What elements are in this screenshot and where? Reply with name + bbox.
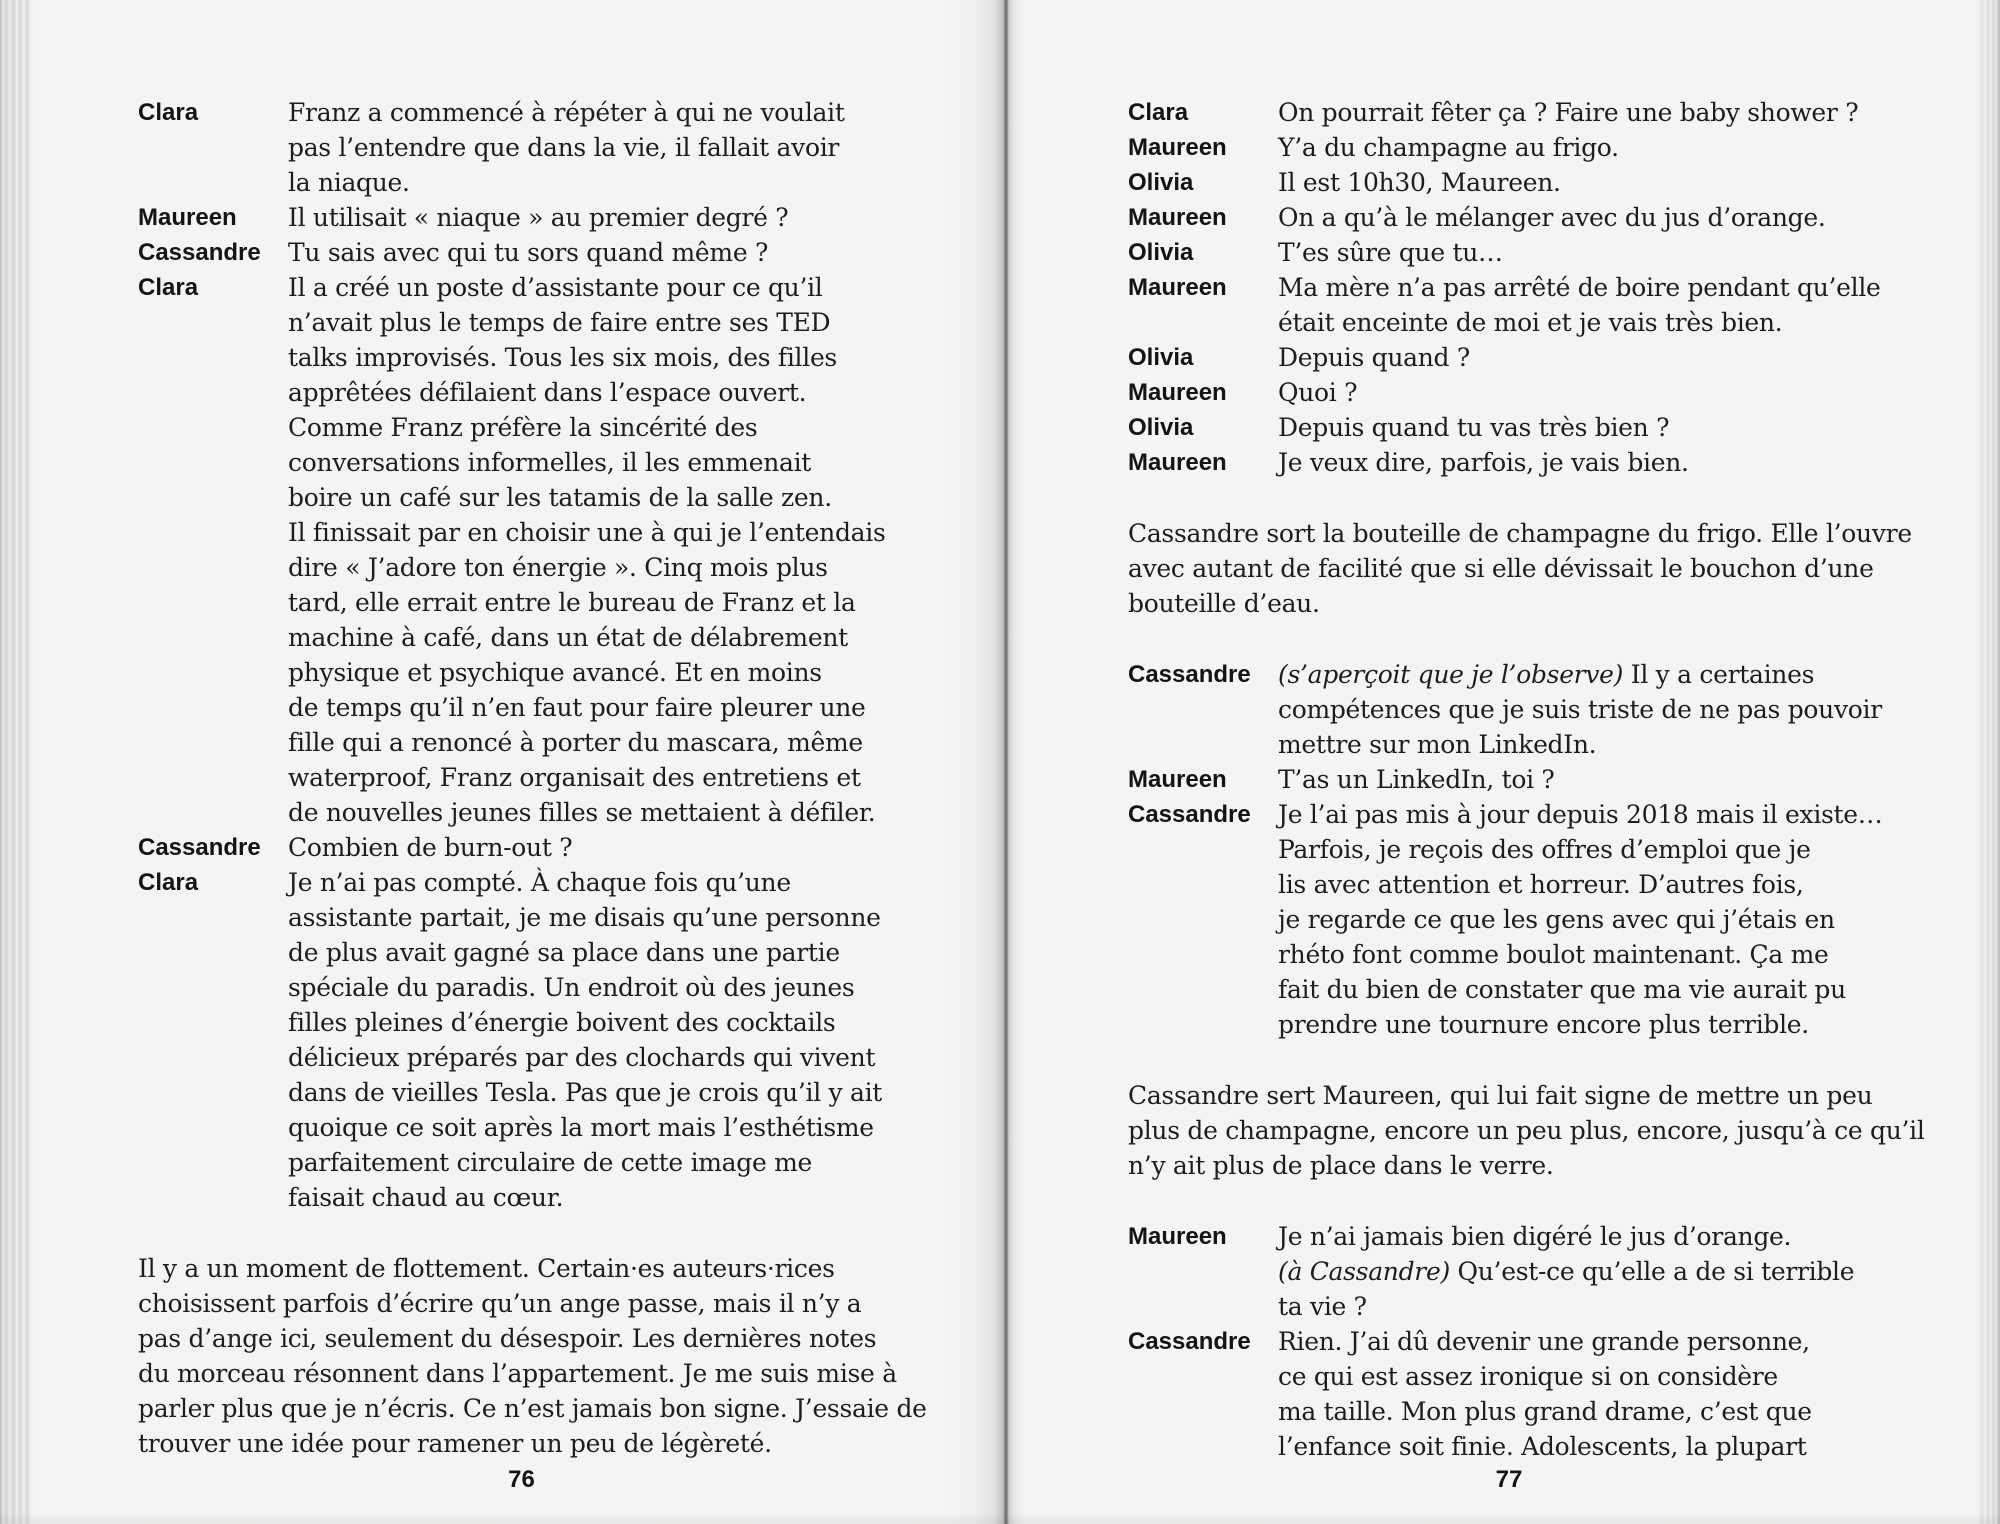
- dialogue-line: spéciale du paradis. Un endroit où des jeunes: [288, 973, 855, 1002]
- dialogue-entry: [1128, 165, 1918, 200]
- page-right: [1005, 0, 1978, 1524]
- dialogue-entry: [1128, 657, 1918, 762]
- dialogue-line: apprêtées défilaient dans l’espace ouvert.: [288, 378, 807, 407]
- dialogue-line: conversations informelles, il les emmenait: [288, 448, 812, 477]
- speaker-label: Cassandre: [138, 239, 261, 266]
- dialogue-line: On a qu’à le mélanger avec du jus d’orange.: [1278, 203, 1826, 232]
- dialogue-line: Rien. J’ai dû devenir une grande personne,: [1278, 1327, 1810, 1356]
- dialogue-line: Comme Franz préfère la sincérité des: [288, 413, 758, 442]
- dialogue-line: Il est 10h30, Maureen.: [1278, 168, 1561, 197]
- speaker-label: Cassandre: [138, 834, 261, 861]
- speaker-label: Maureen: [1128, 449, 1227, 476]
- direction-line: plus de champagne, encore un peu plus, encore, jusqu’à ce qu’il: [1128, 1116, 1925, 1145]
- stage-direction: [1128, 516, 1918, 621]
- dialogue-line: fille qui a renoncé à porter du mascara, même: [288, 728, 863, 757]
- dialogue-line: On pourrait fêter ça ? Faire une baby shower ?: [1278, 98, 1859, 127]
- dialogue-line: ma taille. Mon plus grand drame, c’est que: [1278, 1397, 1812, 1426]
- dialogue-line: Depuis quand tu vas très bien ?: [1278, 413, 1670, 442]
- dialogue-line: Parfois, je reçois des offres d’emploi que je: [1278, 835, 1811, 864]
- dialogue-line: l’enfance soit finie. Adolescents, la plupart: [1278, 1432, 1807, 1461]
- speaker-label: Cassandre: [1128, 661, 1251, 688]
- page-edges-left: [0, 0, 36, 1524]
- dialogue-entry: [138, 270, 928, 830]
- dialogue-entry: [138, 95, 928, 200]
- speaker-label: Clara: [138, 274, 199, 301]
- speaker-label: Maureen: [1128, 1223, 1227, 1250]
- dialogue-entry: [138, 235, 928, 270]
- dialogue-line: T’es sûre que tu…: [1278, 238, 1503, 267]
- stage-direction: [138, 1251, 928, 1461]
- dialogue-block: [138, 95, 928, 1215]
- page-number-left: 76: [508, 1466, 535, 1493]
- dialogue-entry: [138, 200, 928, 235]
- dialogue-entry: [1128, 797, 1918, 1042]
- dialogue-block: [1128, 1219, 1918, 1464]
- dialogue-line: ta vie ?: [1278, 1292, 1367, 1321]
- dialogue-line: Quoi ?: [1278, 378, 1358, 407]
- dialogue-line: (s’aperçoit que je l’observe) Il y a certaines: [1278, 660, 1815, 689]
- dialogue-line: de temps qu’il n’en faut pour faire pleurer une: [288, 693, 866, 722]
- dialogue-line: (à Cassandre) Qu’est-ce qu’elle a de si terrible: [1278, 1257, 1855, 1286]
- dialogue-line: quoique ce soit après la mort mais l’esthétisme: [288, 1113, 874, 1142]
- direction-line: Il y a un moment de flottement. Certain·es auteurs·rices: [138, 1254, 835, 1283]
- dialogue-line: Combien de burn-out ?: [288, 833, 573, 862]
- direction-line: choisissent parfois d’écrire qu’un ange passe, mais il n’y a: [138, 1289, 862, 1318]
- dialogue-line: pas l’entendre que dans la vie, il fallait avoir: [288, 133, 840, 162]
- dialogue-entry: [1128, 1324, 1918, 1464]
- dialogue-line: Depuis quand ?: [1278, 343, 1470, 372]
- dialogue-line: T’as un LinkedIn, toi ?: [1278, 765, 1555, 794]
- direction-line: du morceau résonnent dans l’appartement. Je me suis mise à: [138, 1359, 897, 1388]
- speaker-label: Clara: [138, 869, 199, 896]
- direction-line: pas d’ange ici, seulement du désespoir. Les dernières notes: [138, 1324, 877, 1353]
- direction-line: n’y ait plus de place dans le verre.: [1128, 1151, 1554, 1180]
- page-right-content: [1128, 95, 1925, 1464]
- dialogue-line: Il a créé un poste d’assistante pour ce qu’il: [288, 273, 823, 302]
- dialogue-line: je regarde ce que les gens avec qui j’étais en: [1278, 905, 1835, 934]
- speaker-label: Cassandre: [1128, 1328, 1251, 1355]
- direction-line: bouteille d’eau.: [1128, 589, 1320, 618]
- dialogue-line: Je n’ai jamais bien digéré le jus d’orange.: [1278, 1222, 1792, 1251]
- dialogue-line: mettre sur mon LinkedIn.: [1278, 730, 1597, 759]
- speaker-label: Olivia: [1128, 414, 1194, 441]
- speaker-label: Olivia: [1128, 169, 1194, 196]
- dialogue-line: était enceinte de moi et je vais très bien.: [1278, 308, 1783, 337]
- dialogue-line: physique et psychique avancé. Et en moins: [288, 658, 822, 687]
- direction-line: parler plus que je n’écris. Ce n’est jamais bon signe. J’essaie de: [138, 1394, 927, 1423]
- dialogue-line: compétences que je suis triste de ne pas pouvoir: [1278, 695, 1882, 724]
- dialogue-line: Je n’ai pas compté. À chaque fois qu’une: [288, 868, 791, 897]
- dialogue-entry: [1128, 130, 1918, 165]
- direction-line: avec autant de facilité que si elle dévissait le bouchon d’une: [1128, 554, 1874, 583]
- page-left: [36, 0, 1005, 1524]
- dialogue-line: n’avait plus le temps de faire entre ses TED: [288, 308, 831, 337]
- speaker-label: Clara: [1128, 99, 1189, 126]
- dialogue-line: assistante partait, je me disais qu’une personne: [288, 903, 881, 932]
- dialogue-line: Il utilisait « niaque » au premier degré ?: [288, 203, 789, 232]
- speaker-label: Olivia: [1128, 344, 1194, 371]
- dialogue-line: de nouvelles jeunes filles se mettaient à défiler.: [288, 798, 876, 827]
- dialogue-entry: [1128, 95, 1918, 130]
- dialogue-line: prendre une tournure encore plus terrible.: [1278, 1010, 1809, 1039]
- speaker-label: Maureen: [1128, 379, 1227, 406]
- page-number-right: 77: [1495, 1466, 1523, 1493]
- dialogue-line: Tu sais avec qui tu sors quand même ?: [288, 238, 769, 267]
- dialogue-entry: [138, 830, 928, 865]
- dialogue-entry: [1128, 270, 1918, 340]
- dialogue-line: boire un café sur les tatamis de la salle zen.: [288, 483, 832, 512]
- speaker-label: Maureen: [1128, 134, 1227, 161]
- stage-direction: [1128, 1078, 1925, 1183]
- dialogue-line: dans de vieilles Tesla. Pas que je crois qu’il y ait: [288, 1078, 883, 1107]
- dialogue-entry: [1128, 410, 1918, 445]
- dialogue-line: lis avec attention et horreur. D’autres fois,: [1278, 870, 1804, 899]
- page-left-content: [138, 95, 928, 1461]
- dialogue-line: tard, elle errait entre le bureau de Franz et la: [288, 588, 856, 617]
- dialogue-entry: [1128, 340, 1918, 375]
- dialogue-line: faisait chaud au cœur.: [288, 1183, 564, 1212]
- direction-line: Cassandre sert Maureen, qui lui fait signe de mettre un peu: [1128, 1081, 1873, 1110]
- speaker-label: Olivia: [1128, 239, 1194, 266]
- dialogue-line: délicieux préparés par des clochards qui vivent: [288, 1043, 876, 1072]
- dialogue-entry: [1128, 200, 1918, 235]
- dialogue-line: rhéto font comme boulot maintenant. Ça me: [1278, 940, 1829, 969]
- speaker-label: Maureen: [1128, 274, 1227, 301]
- speaker-label: Maureen: [1128, 766, 1227, 793]
- dialogue-line: Je veux dire, parfois, je vais bien.: [1278, 448, 1689, 477]
- dialogue-line: Ma mère n’a pas arrêté de boire pendant qu’elle: [1278, 273, 1881, 302]
- dialogue-entry: [1128, 445, 1918, 480]
- speaker-label: Maureen: [1128, 204, 1227, 231]
- page-edges-right: [1978, 0, 2000, 1524]
- dialogue-line: de plus avait gagné sa place dans une partie: [288, 938, 840, 967]
- dialogue-line: fait du bien de constater que ma vie aurait pu: [1278, 975, 1846, 1004]
- dialogue-line: machine à café, dans un état de délabrement: [288, 623, 848, 652]
- direction-line: Cassandre sort la bouteille de champagne du frigo. Elle l’ouvre: [1128, 519, 1912, 548]
- dialogue-block: [1128, 95, 1918, 480]
- speaker-label: Cassandre: [1128, 801, 1251, 828]
- dialogue-line: ce qui est assez ironique si on considère: [1278, 1362, 1778, 1391]
- dialogue-entry: [1128, 1219, 1918, 1324]
- dialogue-line: Je l’ai pas mis à jour depuis 2018 mais il existe…: [1278, 800, 1883, 829]
- dialogue-line: Y’a du champagne au frigo.: [1278, 133, 1619, 162]
- dialogue-entry: [138, 865, 928, 1215]
- dialogue-line: parfaitement circulaire de cette image me: [288, 1148, 813, 1177]
- dialogue-entry: [1128, 375, 1918, 410]
- dialogue-line: waterproof, Franz organisait des entretiens et: [288, 763, 861, 792]
- dialogue-line: Il finissait par en choisir une à qui je l’entendais: [288, 518, 886, 547]
- dialogue-line: la niaque.: [288, 168, 410, 197]
- dialogue-line: Franz a commencé à répéter à qui ne voulait: [288, 98, 845, 127]
- dialogue-line: talks improvisés. Tous les six mois, des filles: [288, 343, 837, 372]
- dialogue-block: [1128, 657, 1918, 1042]
- direction-line: trouver une idée pour ramener un peu de légèreté.: [138, 1429, 772, 1458]
- speaker-label: Maureen: [138, 204, 237, 231]
- dialogue-line: filles pleines d’énergie boivent des cocktails: [288, 1008, 836, 1037]
- dialogue-line: dire « J’adore ton énergie ». Cinq mois plus: [288, 553, 828, 582]
- dialogue-entry: [1128, 762, 1918, 797]
- dialogue-entry: [1128, 235, 1918, 270]
- speaker-label: Clara: [138, 99, 199, 126]
